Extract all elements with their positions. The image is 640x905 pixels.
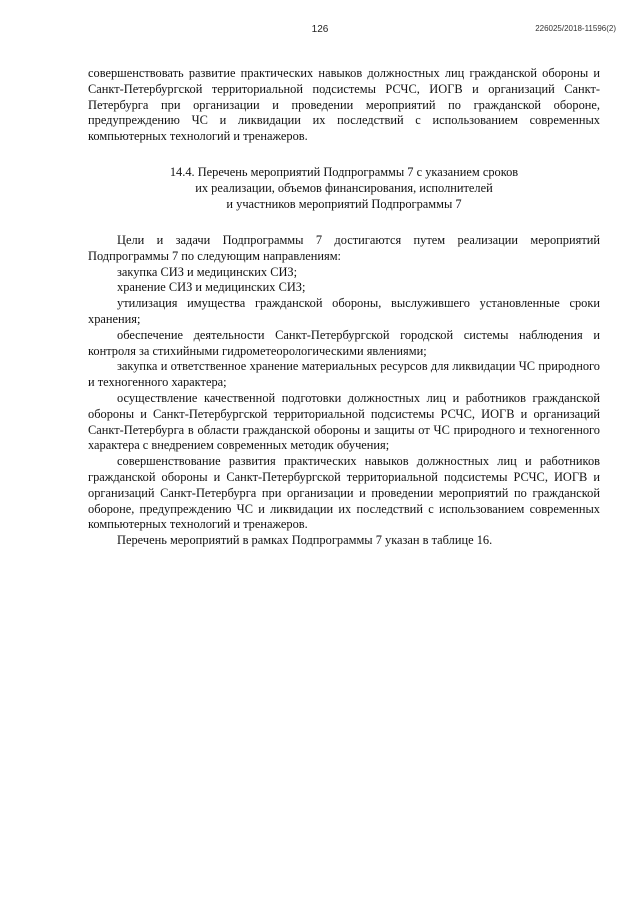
body-paragraph: Цели и задачи Подпрограммы 7 достигаются путем реализации мероприятий Подпрограммы 7 по следующим направлениям: bbox=[88, 232, 600, 263]
section-heading bbox=[88, 164, 600, 212]
section-heading-line: 14.4. Перечень мероприятий Подпрограммы 7 с указанием сроков bbox=[169, 164, 519, 179]
list-item: обеспечение деятельности Санкт-Петербургской городской системы наблюдения и контроля за стихийными гидрометеорологическими явлениями; bbox=[88, 327, 600, 358]
document-id: 226025/2018-11596(2) bbox=[535, 24, 616, 33]
opening-paragraph: совершенствовать развитие практических навыков должностных лиц гражданской обороны и Санкт-Петербургской территориальной подсистемы РСЧС, ИОГВ и организаций Санкт-Петербурга при организации и проведении мероприятий по гражданской обороне, предупреждению ЧС и ликвидации их последствий с использованием современных компьютерных технологий и тренажеров. bbox=[88, 66, 600, 144]
page-number: 126 bbox=[311, 24, 329, 35]
list-item: утилизация имущества гражданской обороны, выслужившего установленные сроки хранения; bbox=[88, 296, 600, 326]
list-item: закупка СИЗ и медицинских СИЗ; bbox=[117, 264, 298, 279]
list-item: закупка и ответственное хранение материальных ресурсов для ликвидации ЧС природного и техногенного характера; bbox=[88, 359, 600, 390]
page-content bbox=[88, 66, 600, 549]
list-item: совершенствование развития практических навыков должностных лиц и работников гражданской обороны и Санкт-Петербургской территориальной подсистемы РСЧС, ИОГВ и организаций Санкт-Петербурга при организации и проведении мероприятий по гражданской обороне, предупреждению ЧС и ликвидации их последствий с использованием современных компьютерных технологий и тренажеров. bbox=[88, 454, 600, 532]
list-item: хранение СИЗ и медицинских СИЗ; bbox=[117, 280, 306, 295]
section-heading-line: их реализации, объемов финансирования, исполнителей bbox=[195, 180, 493, 195]
section-heading-line: и участников мероприятий Подпрограммы 7 bbox=[226, 196, 462, 211]
list-item: осуществление качественной подготовки должностных лиц и работников гражданской обороны и Санкт-Петербургской территориальной подсистемы РСЧС, ИОГВ и организаций Санкт-Петербурга в области гражданской обороны и защиты от ЧС природного и техногенного характера с внедрением современных методик обучения; bbox=[88, 390, 600, 453]
closing-paragraph: Перечень мероприятий в рамках Подпрограммы 7 указан в таблице 16. bbox=[117, 533, 493, 548]
